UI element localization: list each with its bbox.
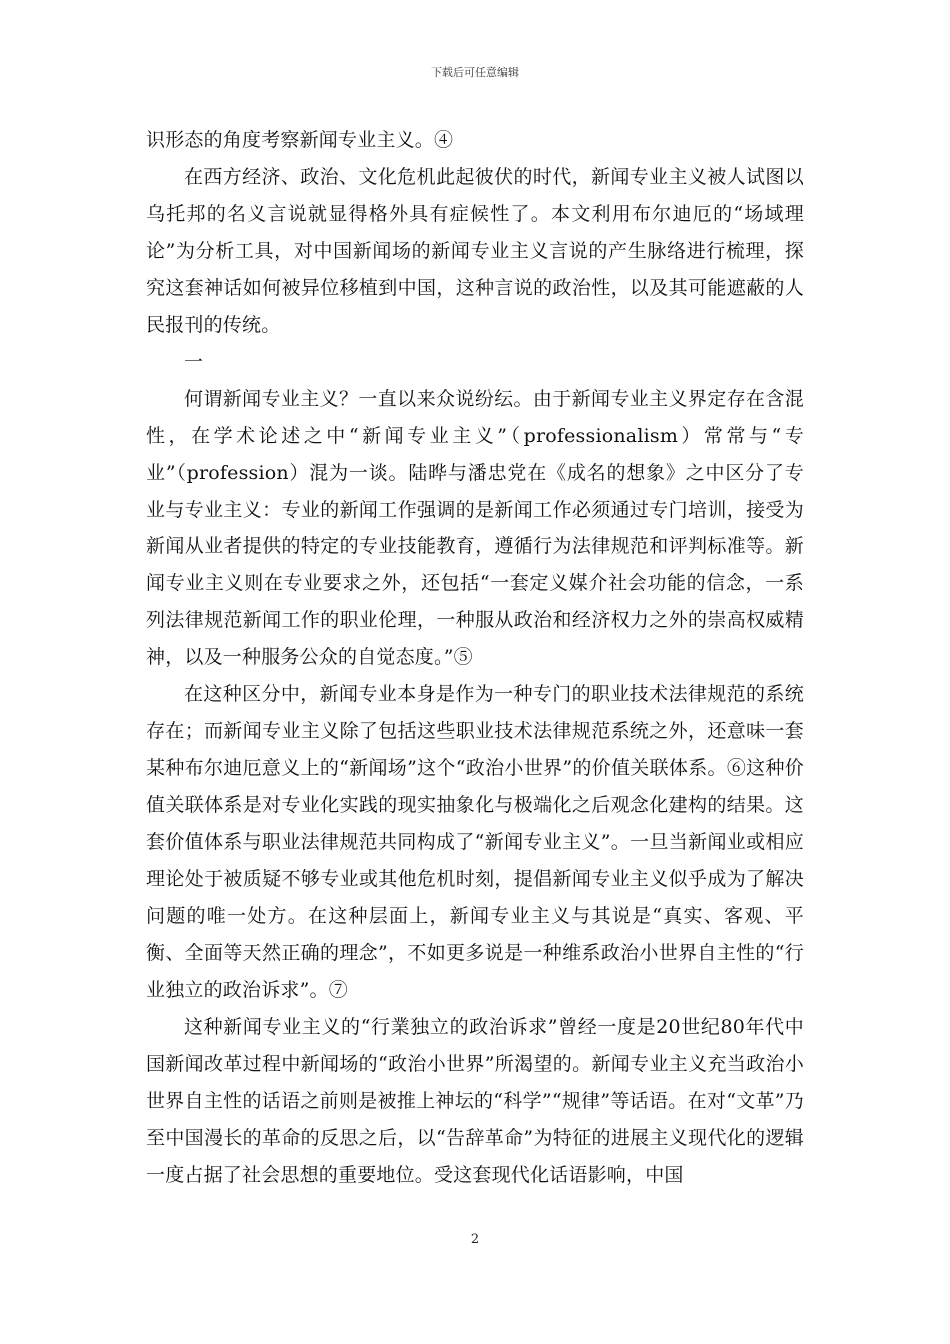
page-number: 2 xyxy=(470,1232,480,1247)
paragraph: 识形态的角度考察新闻专业主义。④ xyxy=(146,129,454,151)
document-body xyxy=(146,122,804,1194)
paragraph: 何谓新闻专业主义？一直以来众说纷纭。由于新闻专业主义界定存在含混性，在学术论述之中“新闻专业主义”（professionalism）常常与“专业”（profession）混为一谈。陆晔与潘忠党在《成名的想象》之中区分了专业与专业主义：专业的新闻工作强调的是新闻工作必须通过专门培训，接受为新闻从业者提供的特定的专业技能教育，遵循行为法律规范和评判标准等。新闻专业主义则在专业要求之外，还包括“一套定义媒介社会功能的信念，一系列法律规范新闻工作的职业伦理，一种服从政治和经济权力之外的崇高权威精神，以及一种服务公众的自觉态度。”⑤ xyxy=(146,387,804,669)
page-header: 下载后可任意编辑 xyxy=(431,66,519,79)
section-heading: 一 xyxy=(184,350,204,373)
paragraph: 这种新闻专业主义的“行業独立的政治诉求”曾经一度是20世纪80年代中国新闻改革过程中新闻场的“政治小世界”所渴望的。新闻专业主义充当政治小世界自主性的话语之前则是被推上神坛的“科学”“规律”等话语。在对“文革”乃至中国漫长的革命的反思之后，以“告辞革命”为特征的进展主义现代化的逻辑一度占据了社会思想的重要地位。受这套现代化话语影响，中国 xyxy=(146,1015,804,1186)
paragraph: 在这种区分中，新闻专业本身是作为一种专门的职业技术法律规范的系统存在；而新闻专业主义除了包括这些职业技术法律规范系统之外，还意味一套某种布尔迪厄意义上的“新闻场”这个“政治小世界”的价值关联体系。⑥这种价值关联体系是对专业化实践的现实抽象化与极端化之后观念化建构的结果。这套价值体系与职业法律规范共同构成了“新闻专业主义”。一旦当新闻业或相应理论处于被质疑不够专业或其他危机时刻，提倡新闻专业主义似乎成为了解决问题的唯一处方。在这种层面上，新闻专业主义与其说是“真实、客观、平衡、全面等天然正确的理念”，不如更多说是一种维系政治小世界自主性的“行业独立的政治诉求”。⑦ xyxy=(146,683,804,1001)
paragraph: 在西方经济、政治、文化危机此起彼伏的时代，新闻专业主义被人试图以乌托邦的名义言说就显得格外具有症候性了。本文利用布尔迪厄的“场域理论”为分析工具，对中国新闻场的新闻专业主义言说的产生脉络进行梳理，探究这套神话如何被异位移植到中国，这种言说的政治性，以及其可能遮蔽的人民报刊的传统。 xyxy=(146,165,804,336)
